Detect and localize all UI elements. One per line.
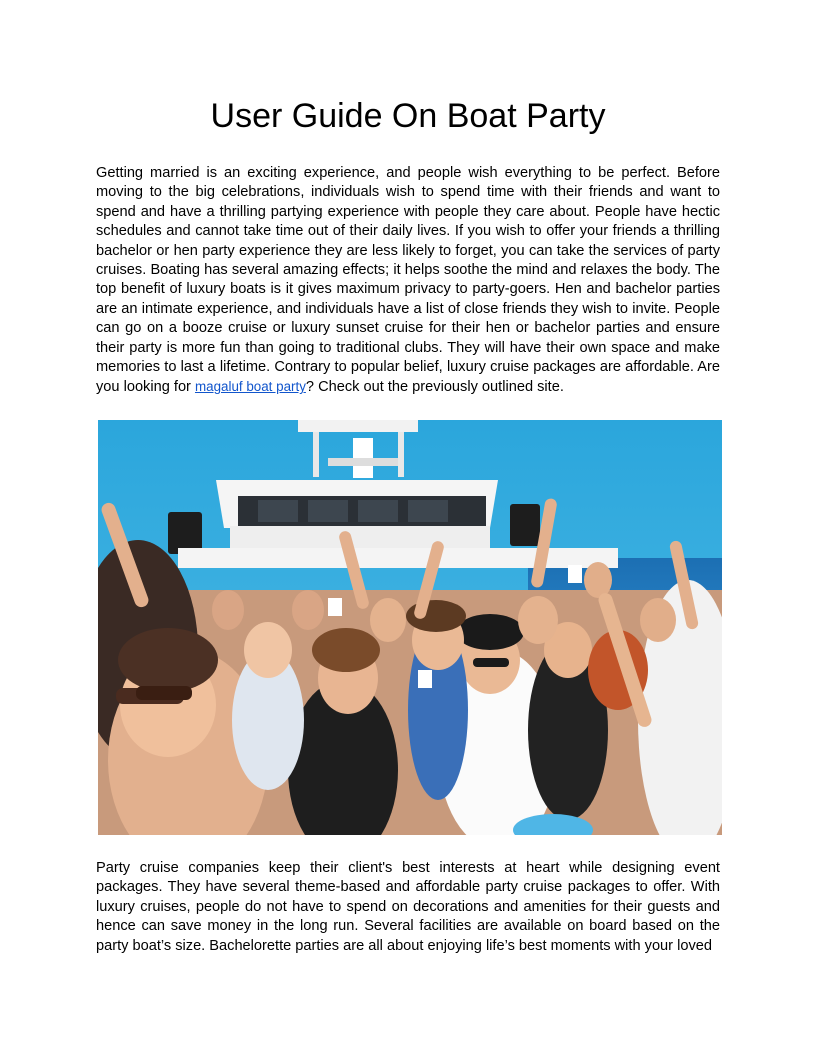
magaluf-boat-party-link[interactable]: magaluf boat party xyxy=(194,379,306,395)
intro-text-end: ? Check out the previously outlined site. xyxy=(305,379,564,396)
body-paragraph: Party cruise companies keep their client's best interests at heart while designing event packages. They have several theme-based and affordable party cruise packages to offer. With luxury cruises, people do not have to spend on decorations and amenities for their guests and hence can save money in the long run. Several facilities are available on board based on the party boat’s size. Bachelorette parties are all about enjoying life’s best moments with your loved xyxy=(96,860,720,954)
intro-text: Getting married is an exciting experience, and people wish everything to be perfect. Before moving to the big celebrations, individuals wish to spend time with their friends and want to spend and have a thrilling partying experience with people they care about. People have hectic schedules and cannot take time out of their daily lives. If you wish to offer your friends a thrilling bachelor or hen party experience they are less likely to forget, you can take the services of party cruises. Boating has several amazing effects; it helps soothe the mind and relaxes the body. The top benefit of luxury boats is it gives maximum privacy to party-goers. Hen and bachelor parties are an intimate experience, and individuals have a list of close friends they wish to invite. People can go on a booze cruise or luxury sunset cruise for their hen or bachelor parties and ensure their party is more fun than going to traditional clubs. They will have their own space and make memories to last a lifetime. Contrary to popular belief, luxury cruise packages are affordable. Are you looking for xyxy=(96,165,720,396)
intro-paragraph xyxy=(96,164,720,398)
page-title: User Guide On Boat Party xyxy=(210,97,606,135)
boat-party-illustration xyxy=(98,420,722,835)
boat-party-photo xyxy=(98,420,722,835)
